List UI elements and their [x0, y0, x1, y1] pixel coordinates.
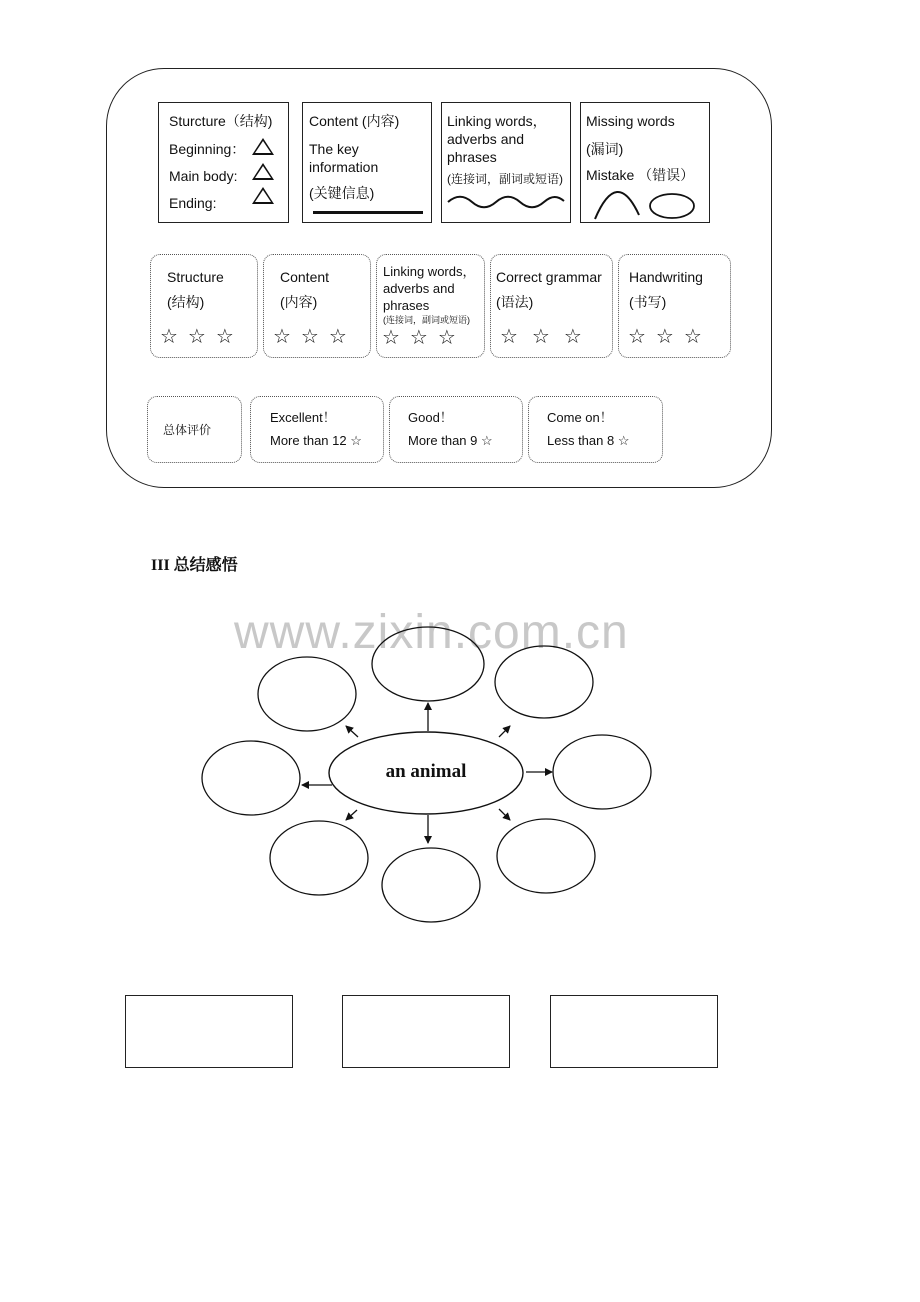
mind-map-node[interactable] [495, 646, 593, 718]
criteria-grammar-label-cn: (语法) [496, 294, 534, 310]
answer-box[interactable] [342, 995, 510, 1068]
criteria-linking-line4: (连接词，副词或短语) [383, 315, 470, 325]
mind-map-node[interactable] [553, 735, 651, 809]
mind-map-node[interactable] [382, 848, 480, 922]
overall-comeon-desc: Less than 8 ☆ [547, 433, 630, 448]
criteria-handwriting-label-cn: (书写) [629, 294, 667, 310]
mind-map-node[interactable] [202, 741, 300, 815]
criteria-linking-line3: phrases [383, 298, 430, 313]
overall-label: 总体评价 [163, 423, 212, 437]
criteria-grammar-label: Correct grammar [496, 269, 602, 285]
legend-missing-line2: (漏词) [586, 141, 624, 157]
criteria-structure-label: Structure [167, 269, 224, 285]
arrow-down-left-icon [346, 810, 357, 820]
legend-structure-title: Sturcture（结构) [169, 113, 273, 129]
star-rating[interactable]: ☆☆☆ [382, 325, 466, 349]
legend-linking-line3: phrases [447, 149, 497, 165]
mind-map-node[interactable] [372, 627, 484, 701]
overall-good-title: Good！ [408, 410, 453, 425]
criteria-handwriting-label: Handwriting [629, 269, 703, 285]
legend-beginning-label: Beginning： [169, 141, 246, 157]
arrow-up-left-icon [346, 726, 358, 737]
legend-ending-label: Ending: [169, 195, 217, 211]
legend-main-body-label: Main body: [169, 168, 238, 184]
star-rating[interactable]: ☆☆☆ [628, 324, 712, 348]
criteria-linking-line2: adverbs and [383, 281, 455, 296]
answer-box[interactable] [550, 995, 718, 1068]
star-rating[interactable]: ☆☆☆ [160, 324, 244, 348]
legend-linking-line2: adverbs and [447, 131, 525, 147]
criteria-structure-label-cn: (结构) [167, 294, 205, 310]
watermark: www.zixin.com.cn [234, 606, 629, 659]
arrow-up-right-icon [499, 726, 510, 737]
star-rating[interactable]: ☆☆☆ [500, 324, 596, 348]
legend-content-line2: information [309, 159, 379, 175]
criteria-content-label: Content [280, 269, 330, 285]
legend-content-title: Content (内容) [309, 113, 400, 129]
overall-excellent-desc: More than 12 ☆ [270, 433, 362, 448]
mind-map-node[interactable] [497, 819, 595, 893]
legend-missing-line1: Missing words [586, 113, 675, 129]
legend-content-line3: (关键信息) [309, 185, 375, 201]
section-heading: III 总结感悟 [151, 557, 238, 574]
star-rating[interactable]: ☆☆☆ [273, 324, 357, 348]
overall-good-desc: More than 9 ☆ [408, 433, 493, 448]
mind-map-node[interactable] [258, 657, 356, 731]
legend-linking-line4: (连接词，副词或短语) [447, 172, 563, 186]
overall-excellent-title: Excellent！ [270, 410, 336, 425]
criteria-content-label-cn: (内容) [280, 294, 318, 310]
overall-comeon-title: Come on！ [547, 410, 613, 425]
legend-content-line1: The key [309, 141, 359, 157]
arrow-down-right-icon [499, 809, 510, 820]
legend-linking-line1: Linking words， [447, 113, 547, 129]
mind-map-node[interactable] [270, 821, 368, 895]
answer-box[interactable] [125, 995, 293, 1068]
legend-missing-line3: Mistake （错误） [586, 167, 695, 183]
mind-map-center-label: an animal [385, 761, 467, 782]
criteria-linking-line1: Linking words， [383, 264, 476, 279]
